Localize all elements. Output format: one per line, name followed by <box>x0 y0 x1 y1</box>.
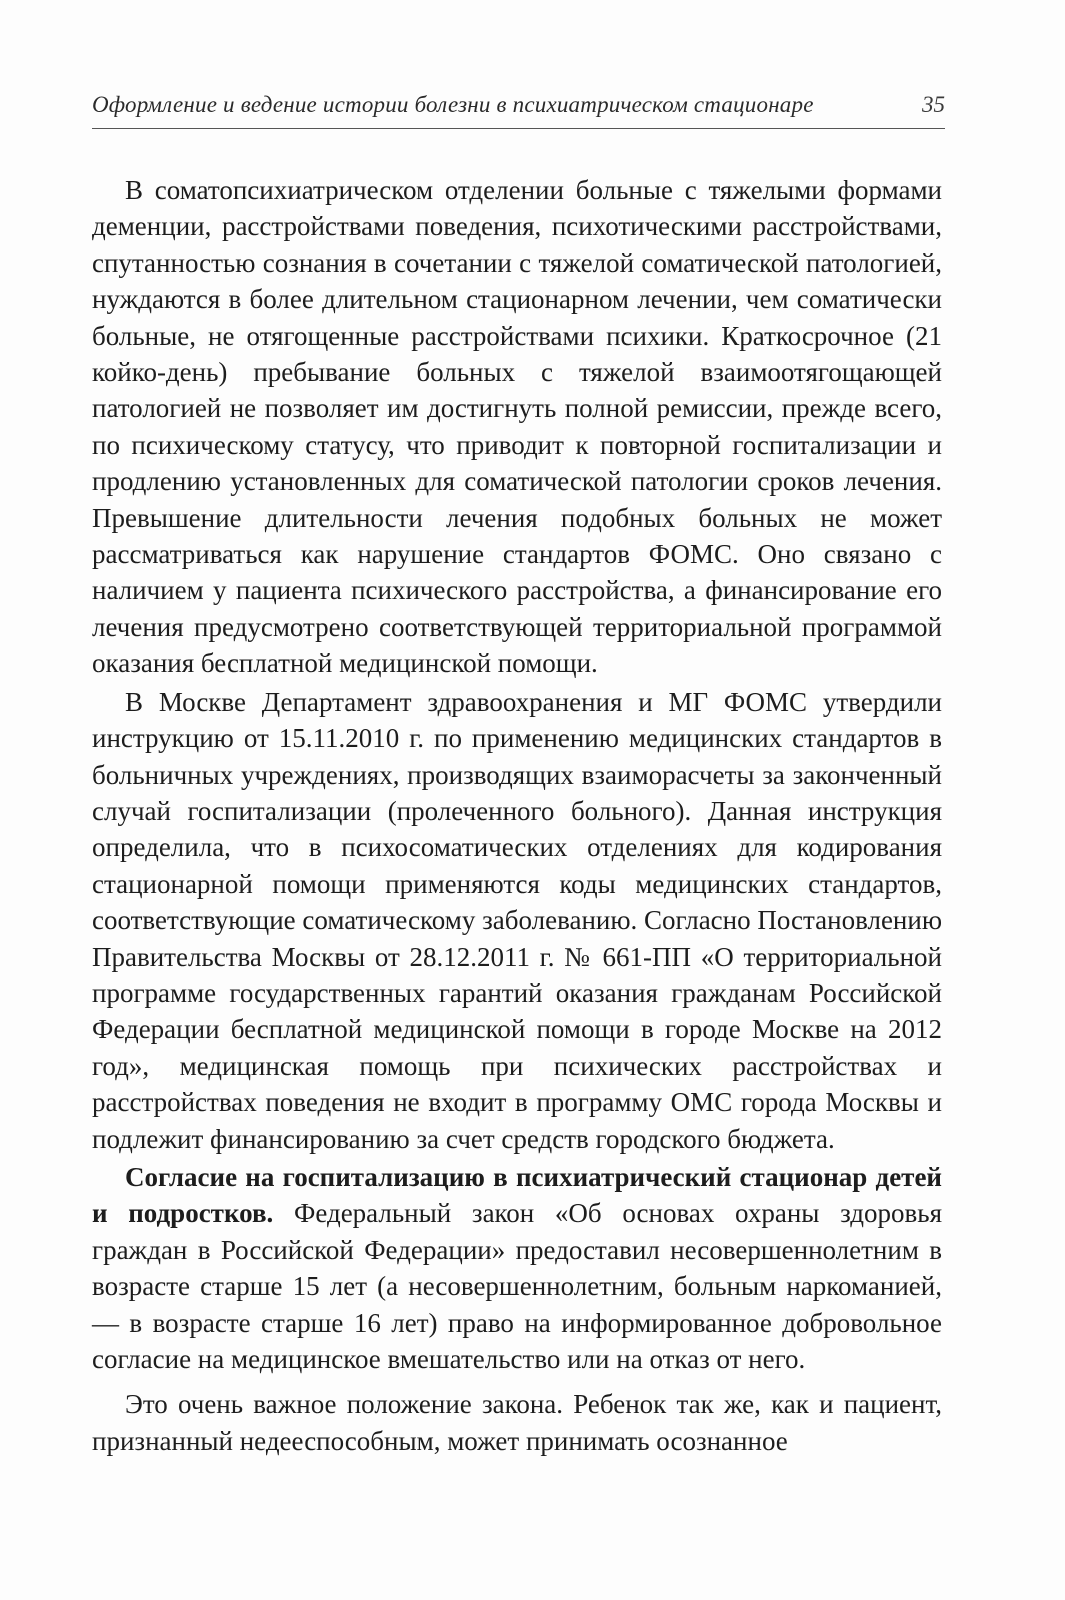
paragraph-text: Федеральный закон «Об основах охраны здоровья граждан в Российской Федерации» предоставил несовершеннолетним в возрасте старше 15 лет (а несовершеннолетним, больным наркоманией, — в возрасте старше 16 лет) право на информированное добровольное согласие на медицинское вмешательство или на отказ от него. <box>92 1198 942 1374</box>
page-number: 35 <box>922 92 945 117</box>
paragraph-1 <box>92 172 942 682</box>
paragraph-3 <box>92 1159 942 1377</box>
paragraph-text: В Москве Департамент здравоохранения и МГ ФОМС утвердили инструкцию от 15.11.2010 г. по применению медицинских стандартов в больничных учреждениях, производящих взаиморасчеты за законченный случай госпитализации (пролеченного больного). Данная инструкция определила, что в психосоматических отделениях для кодирования стационарной помощи применяются коды медицинских стандартов, соответствующие соматическому заболеванию. Согласно Постановлению Правительства Москвы от 28.12.2011 г. № 661-ПП «О территориальной программе государственных гарантий оказания гражданам Российской Федерации бесплатной медицинской помощи в городе Москве на 2012 год», медицинская помощь при психических расстройствах и расстройствах поведения не входит в программу ОМС города Москвы и подлежит финансированию за счет средств городского бюджета. <box>92 686 942 1154</box>
paragraph-2 <box>92 684 942 1157</box>
running-header <box>92 88 945 129</box>
running-title: Оформление и ведение истории болезни в психиатрическом стационаре <box>92 92 814 117</box>
paragraph-text: В соматопсихиатрическом отделении больные с тяжелыми формами деменции, расстройствами поведения, психотическими расстройствами, спутанностью сознания в сочетании с тяжелой соматической патологией, нуждаются в более длительном стационарном лечении, чем соматически больные, не отягощенные расстройствами психики. Краткосрочное (21 койко-день) пребывание больных с тяжелой взаимоотягощающей патологией не позволяет им достигнуть полной ремиссии, прежде всего, по психическому статусу, что приводит к повторной госпитализации и продлению установленных для соматической патологии сроков лечения. Превышение длительности лечения подобных больных не может рассматриваться как нарушение стандартов ФОМС. Оно связано с наличием у пациента психического расстройства, а финансирование его лечения предусмотрено соответствующей территориальной программой оказания бесплатной медицинской помощи. <box>92 175 942 679</box>
body-text <box>92 172 942 1459</box>
paragraph-text: Это очень важное положение закона. Ребенок так же, как и пациент, признанный недееспособным, может принимать осознанное <box>92 1389 942 1456</box>
paragraph-4 <box>92 1386 942 1459</box>
section-lead-heading: Согласие на госпитализацию в психиатрический стационар детей и подростков. <box>92 1161 942 1229</box>
